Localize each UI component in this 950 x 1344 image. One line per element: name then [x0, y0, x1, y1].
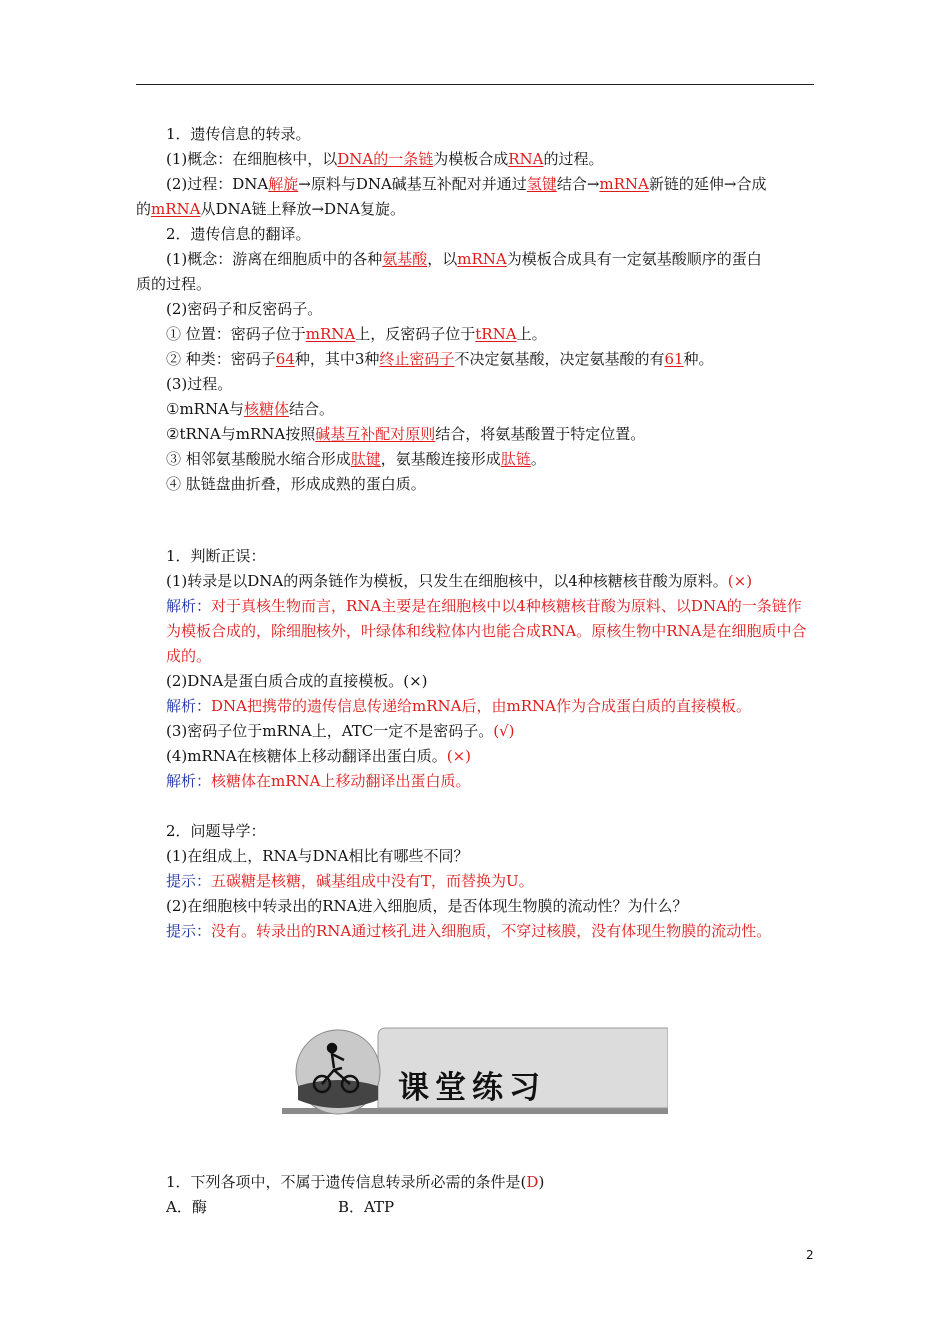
process-step-2: ②tRNA与mRNA按照碱基互补配对原则结合，将氨基酸置于特定位置。 — [166, 425, 646, 443]
judge-q4: (4)mRNA在核糖体上移动翻译出蛋白质。(×) — [166, 747, 472, 765]
guide-q2: (2)在细胞核中转录出的RNA进入细胞质，是否体现生物膜的流动性？为什么？ — [166, 897, 688, 915]
judge-a4: 解析：核糖体在mRNA上移动翻译出蛋白质。 — [166, 772, 471, 790]
page-number: 2 — [806, 1248, 814, 1262]
answer-blank: mRNA — [599, 175, 649, 193]
judge-a2: 解析：DNA把携带的遗传信息传递给mRNA后，由mRNA作为合成蛋白质的直接模板。 — [166, 697, 751, 715]
transcription-concept: (1)概念：在细胞核中，以DNA的一条链为模板合成RNA的过程。 — [166, 150, 604, 168]
codon-kinds: ② 种类：密码子64种，其中3种终止密码子不决定氨基酸，决定氨基酸的有61种。 — [166, 350, 714, 368]
answer-blank: mRNA — [457, 250, 507, 268]
answer-blank: 氢键 — [526, 175, 557, 193]
answer-blank: 核糖体 — [243, 400, 289, 418]
judge-mark: (×) — [403, 672, 428, 690]
codon-position: ① 位置：密码子位于mRNA上，反密码子位于tRNA上。 — [166, 325, 547, 343]
translation-concept: (1)概念：游离在细胞质中的各种氨基酸，以mRNA为模板合成具有一定氨基酸顺序的蛋白 — [166, 250, 762, 268]
process-heading: (3)过程。 — [166, 375, 233, 393]
guide-heading: 2．问题导学： — [166, 822, 266, 840]
option-a: A．酶 — [166, 1198, 207, 1216]
answer-blank: 终止密码子 — [379, 350, 455, 368]
analysis-label: 解析： — [166, 597, 212, 615]
header-rule — [136, 84, 814, 85]
answer-blank: mRNA — [151, 200, 201, 218]
section1-heading: 1．遗传信息的转录。 — [166, 125, 311, 143]
exercise-options — [136, 1195, 816, 1220]
hint-label: 提示： — [166, 872, 212, 890]
process-step-4: ④ 肽链盘曲折叠，形成成熟的蛋白质。 — [166, 475, 426, 493]
judge-heading: 1．判断正误： — [166, 547, 266, 565]
translation-concept-cont: 质的过程。 — [136, 275, 212, 293]
answer-blank: 解旋 — [268, 175, 299, 193]
answer-blank: 碱基互补配对原则 — [315, 425, 436, 443]
judge-q2: (2)DNA是蛋白质合成的直接模板。(×) — [166, 672, 428, 690]
answer-blank: 肽键 — [350, 450, 381, 468]
guide-h2: 提示：没有。转录出的RNA通过核孔进入细胞质，不穿过核膜，没有体现生物膜的流动性。 — [166, 922, 772, 940]
judge-mark: (√) — [493, 722, 515, 740]
exercise-q1: 1．下列各项中，不属于遗传信息转录所必需的条件是(D) — [166, 1173, 545, 1191]
transcription-process-cont: 的mRNA从DNA链上释放→DNA复旋。 — [136, 200, 406, 218]
answer-blank: 肽链 — [500, 450, 531, 468]
transcription-process: (2)过程：DNA解旋→原料与DNA碱基互补配对并通过氢键结合→mRNA新链的延伸→合成 — [166, 175, 767, 193]
exercise-answer: D — [526, 1173, 539, 1191]
hint-label: 提示： — [166, 922, 212, 940]
answer-blank: DNA的一条链 — [337, 150, 434, 168]
codon-heading: (2)密码子和反密码子。 — [166, 300, 323, 318]
analysis-label: 解析： — [166, 772, 212, 790]
process-step-1: ①mRNA与核糖体结合。 — [166, 400, 334, 418]
answer-blank: tRNA — [475, 325, 517, 343]
judge-q3: (3)密码子位于mRNA上，ATC一定不是密码子。(√) — [166, 722, 515, 740]
guide-h1: 提示：五碳糖是核糖，碱基组成中没有T，而替换为U。 — [166, 872, 534, 890]
judge-mark: (×) — [446, 747, 472, 765]
exercise-section — [136, 1170, 816, 1220]
answer-blank: 64 — [275, 350, 295, 368]
answer-blank: 61 — [664, 350, 684, 368]
process-step-3: ③ 相邻氨基酸脱水缩合形成肽键，氨基酸连接形成肽链。 — [166, 450, 546, 468]
judge-mark: (×) — [727, 572, 753, 590]
judge-a1: 解析：对于真核生物而言，RNA主要是在细胞核中以4种核糖核苷酸为原料、以DNA的一条链作为模板合成的，除细胞核外，叶绿体和线粒体内也能合成RNA。原核生物中RNA是在细胞质中合成的。 — [166, 597, 807, 665]
section2-heading: 2．遗传信息的翻译。 — [166, 225, 311, 243]
answer-blank: RNA — [508, 150, 544, 168]
guide-q1: (1)在组成上，RNA与DNA相比有哪些不同？ — [166, 847, 469, 865]
answer-blank: 氨基酸 — [382, 250, 428, 268]
banner-title: 课堂练习 — [398, 1070, 546, 1106]
option-b: B．ATP — [338, 1198, 395, 1216]
main-content — [136, 122, 816, 944]
analysis-label: 解析： — [166, 697, 212, 715]
answer-blank: mRNA — [305, 325, 356, 343]
judge-q1: (1)转录是以DNA的两条链作为模板，只发生在细胞核中，以4种核糖核苷酸为原料。(×) — [166, 572, 753, 590]
